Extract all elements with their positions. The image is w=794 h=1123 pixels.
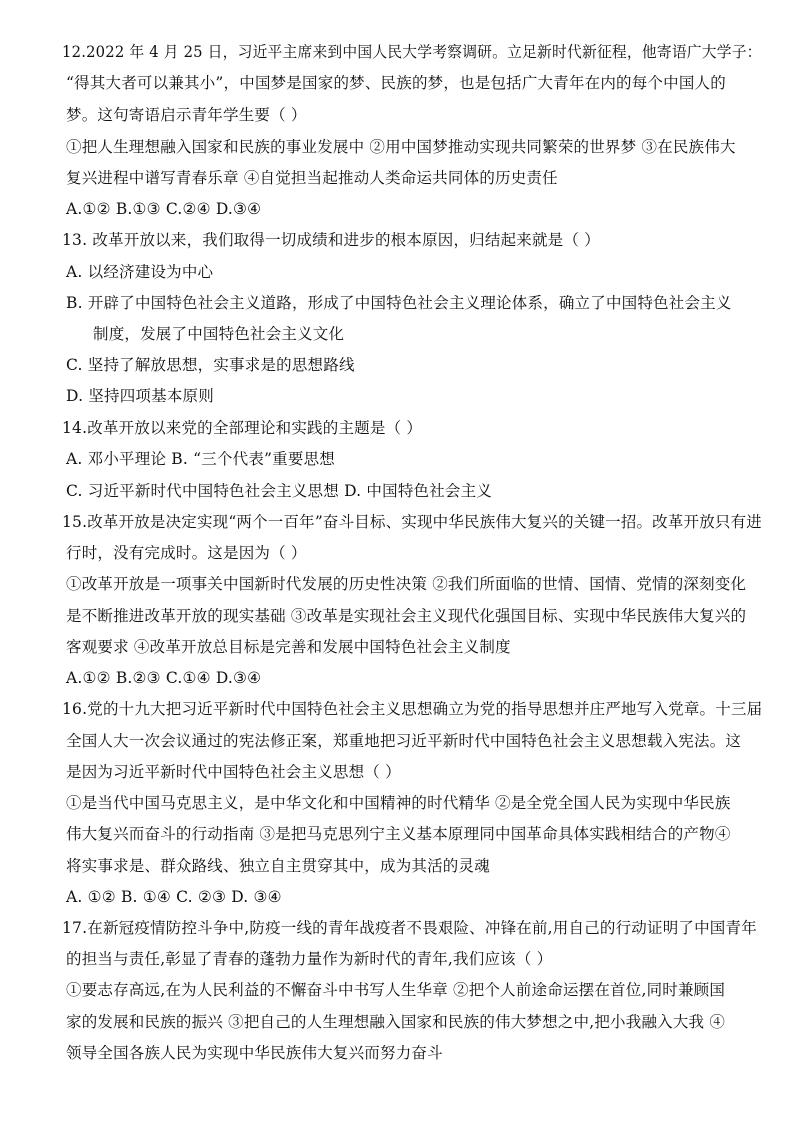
question-16-item-line-1: ①是当代中国马克思主义，是中华文化和中国精神的时代精华 ②是全党全国人民为实现中华民族	[66, 794, 731, 812]
question-16-stem-line-2: 全国人大一次会议通过的宪法修正案，郑重地把习近平新时代中国特色社会主义思想载入宪法。这	[66, 732, 742, 750]
question-16-stem-line-3: 是因为习近平新时代中国特色社会主义思想（ ）	[66, 763, 401, 781]
question-15-stem-line-2: 行时，没有完成时。这是因为（ ）	[66, 544, 307, 562]
question-13-option-b-line-1: B. 开辟了中国特色社会主义道路，形成了中国特色社会主义理论体系，确立了中国特色社会主义	[66, 294, 732, 312]
question-17-item-line-2: 家的发展和民族的振兴 ③把自己的人生理想融入国家和民族的伟大梦想之中,把小我融入大我 ④	[66, 1013, 726, 1031]
question-15-options: A.①② B.②③ C.①④ D.③④	[66, 669, 262, 687]
question-16-item-line-3: 将实事求是、群众路线、独立自主贯穿其中，成为其活的灵魂	[66, 857, 490, 875]
question-13-option-d: D. 坚持四项基本原则	[66, 387, 214, 405]
question-15-item-line-1: ①改革开放是一项事关中国新时代发展的历史性决策 ②我们所面临的世情、国情、党情的深刻变化	[66, 575, 747, 593]
question-16-item-line-2: 伟大复兴而奋斗的行动指南 ③是把马克思列宁主义基本原理同中国革命具体实践相结合的产物④	[66, 825, 731, 843]
question-16-options: A. ①② B. ①④ C. ②③ D. ③④	[66, 888, 282, 906]
question-13-option-b-line-2: 制度，发展了中国特色社会主义文化	[93, 325, 345, 343]
question-15-item-line-2: 是不断推进改革开放的现实基础 ③改革是实现社会主义现代化强国目标、实现中华民族伟大复兴的	[66, 607, 747, 625]
question-13-option-a: A. 以经济建设为中心	[66, 263, 214, 281]
question-17-stem-line-1: 17.在新冠疫情防控斗争中,防疫一线的青年战疫者不畏艰险、冲锋在前,用自己的行动证明了中国青年	[62, 919, 757, 937]
question-16-stem-line-1: 16.党的十九大把习近平新时代中国特色社会主义思想确立为党的指导思想并庄严地写入党章。十三届	[62, 700, 763, 718]
question-15-stem-line-1: 15.改革开放是决定实现“两个一百年”奋斗目标、实现中华民族伟大复兴的关键一招。改革开放只有进	[62, 513, 762, 531]
question-12-options: A.①② B.①③ C.②④ D.③④	[66, 200, 262, 218]
question-12-item-line-1: ①把人生理想融入国家和民族的事业发展中 ②用中国梦推动实现共同繁荣的世界梦 ③在民族伟大	[66, 138, 736, 156]
question-14-options-cd: C. 习近平新时代中国特色社会主义思想 D. 中国特色社会主义	[66, 482, 493, 500]
question-15-item-line-3: 客观要求 ④改革开放总目标是完善和发展中国特色社会主义制度	[66, 638, 511, 656]
question-12-stem-line-2: “得其大者可以兼其小”，中国梦是国家的梦、民族的梦，也是包括广大青年在内的每个中国人的	[66, 74, 726, 92]
question-13-option-c: C. 坚持了解放思想，实事求是的思想路线	[66, 356, 355, 374]
question-12-stem-line-3: 梦。这句寄语启示青年学生要（ ）	[66, 106, 307, 124]
question-17-item-line-1: ①要志存高远,在为人民利益的不懈奋斗中书写人生华章 ②把个人前途命运摆在首位,同时兼顾国	[66, 981, 726, 999]
question-14-options-ab: A. 邓小平理论 B. “三个代表”重要思想	[66, 450, 335, 468]
question-17-item-line-3: 领导全国各族人民为实现中华民族伟大复兴而努力奋斗	[66, 1044, 443, 1062]
question-12-item-line-2: 复兴进程中谱写青春乐章 ④自觉担当起推动人类命运共同体的历史责任	[66, 169, 558, 187]
question-13-stem: 13. 改革开放以来，我们取得一切成绩和进步的根本原因，归结起来就是（ ）	[62, 231, 600, 249]
question-17-stem-line-2: 的担当与责任,彰显了青春的蓬勃力量作为新时代的青年,我们应该（ ）	[66, 950, 553, 968]
question-14-stem: 14.改革开放以来党的全部理论和实践的主题是（ ）	[62, 419, 423, 437]
question-12-stem-line-1: 12.2022 年 4 月 25 日，习近平主席来到中国人民大学考察调研。立足新时代新征程，他寄语广大学子：	[62, 43, 762, 61]
